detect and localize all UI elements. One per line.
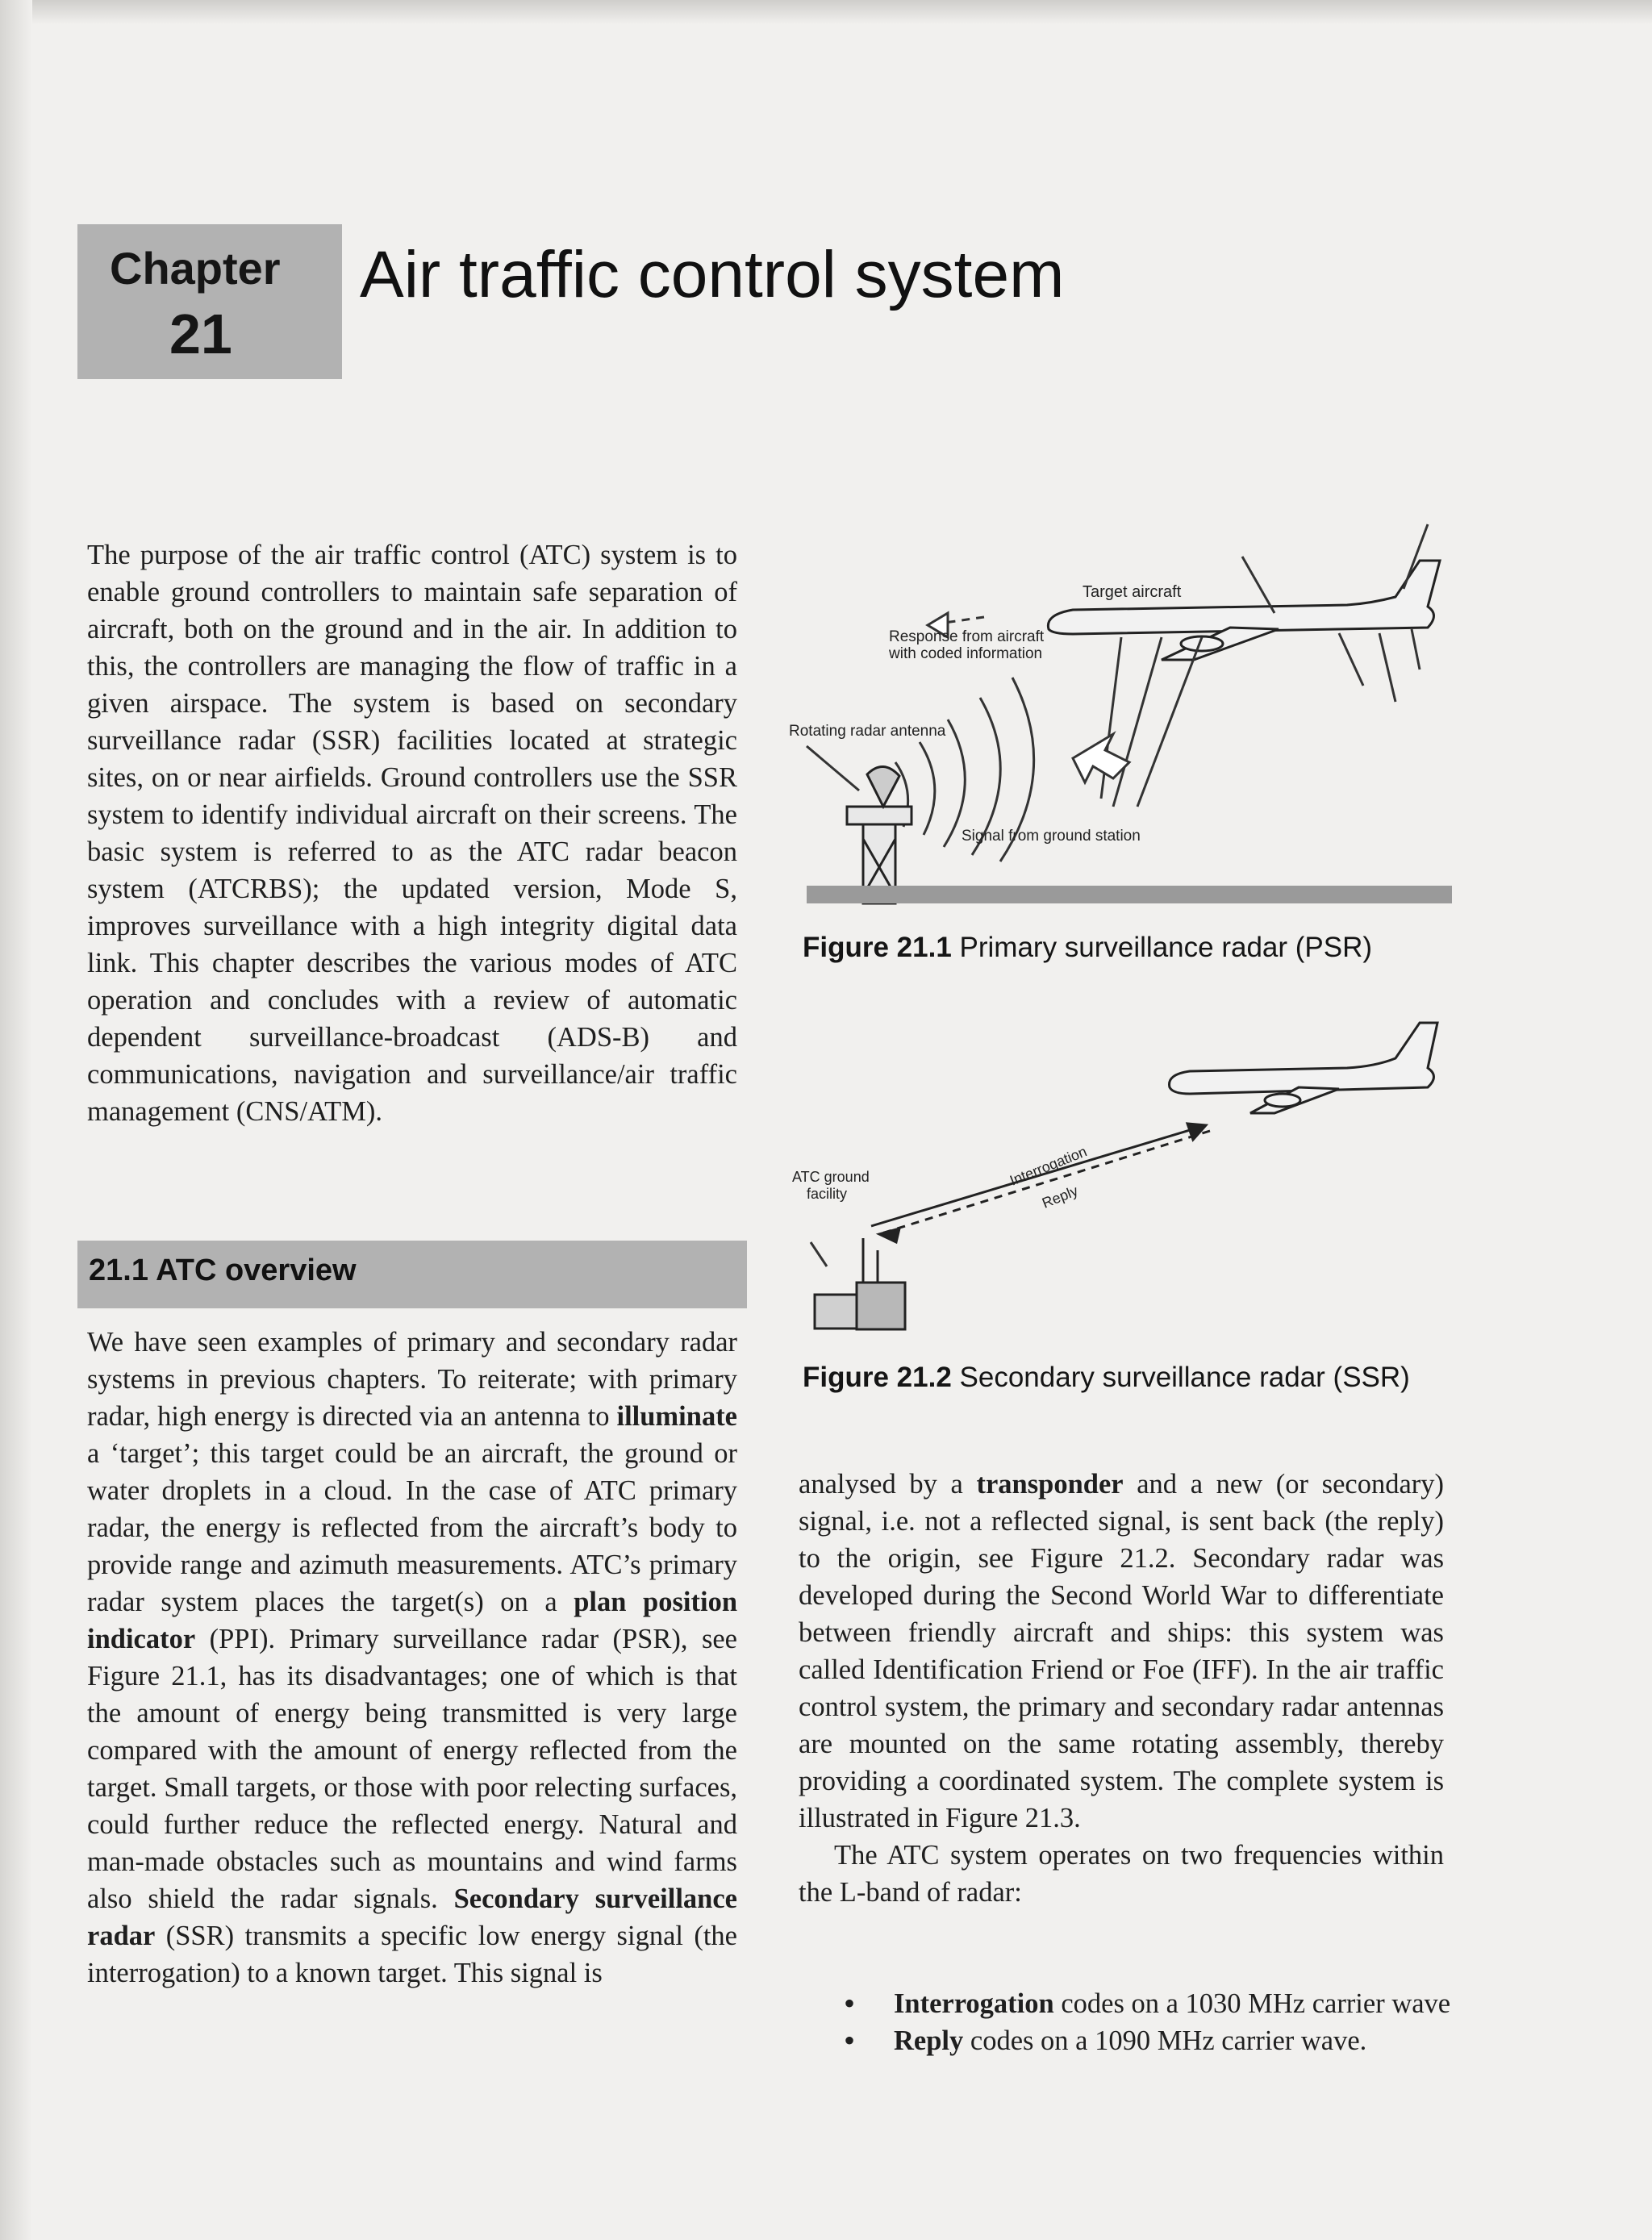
figure-21-1-caption bbox=[803, 929, 1464, 966]
caption-number: Figure 21.2 bbox=[803, 1362, 952, 1393]
caption-text: Secondary surveillance radar (SSR) bbox=[951, 1362, 1410, 1393]
label-signal-ground: Signal from ground station bbox=[962, 828, 1141, 845]
caption-text: Primary surveillance radar (PSR) bbox=[951, 932, 1373, 963]
label-response-1: Response from aircraft bbox=[889, 628, 1045, 645]
list-item bbox=[844, 1985, 1457, 2022]
term-ppi: plan position indicator bbox=[87, 1587, 738, 1654]
page-binding-shadow bbox=[0, 0, 32, 2240]
label-rotating-antenna: Rotating radar antenna bbox=[789, 723, 946, 740]
section-heading: 21.1 ATC overview bbox=[89, 1253, 357, 1287]
chapter-title: Air traffic control system bbox=[360, 238, 1065, 311]
term-transponder: transponder bbox=[976, 1469, 1124, 1500]
label-atc-ground-1: ATC ground bbox=[792, 1169, 870, 1185]
bullet-term: Interrogation bbox=[894, 1988, 1054, 2019]
text-run: and a new (or secondary) signal, i.e. not a reflected signal, is sent back (the reply) to the origin, see Figure 21.2. Secondary radar was developed during the Second World War to differentiate between friendly aircraft and ships: this system was called Identification Friend or Foe (IFF). In the air traffic control system, the primary and secondary radar antennas are mounted on the same rotating assembly, thereby providing a coordinated system. The complete system is illustrated in Figure 21.3. bbox=[799, 1469, 1444, 1833]
label-target-aircraft: Target aircraft bbox=[1083, 583, 1182, 601]
right-column-text bbox=[799, 1466, 1444, 1911]
page-top-shadow bbox=[0, 0, 1652, 24]
term-ssr: Secondary surveillance radar bbox=[87, 1883, 737, 1951]
aircraft-icon bbox=[1170, 1023, 1437, 1113]
label-response-2: with coded information bbox=[889, 645, 1043, 662]
list-item bbox=[844, 2022, 1457, 2059]
figure-21-2-illustration bbox=[782, 984, 1460, 1331]
text-run: analysed by a bbox=[799, 1469, 977, 1500]
overview-paragraph bbox=[87, 1324, 737, 1992]
bullet-text: codes on a 1090 MHz carrier wave. bbox=[963, 2025, 1367, 2056]
section-heading-bar bbox=[77, 1241, 747, 1308]
signal-arrows bbox=[871, 1124, 1210, 1242]
text-run: (SSR) transmits a specific low energy signal (the interrogation) to a known target. This signal is bbox=[87, 1921, 737, 1988]
label-interrogation: Interrogation bbox=[1007, 1143, 1090, 1189]
transponder-paragraph bbox=[799, 1466, 1444, 1837]
text-run: We have seen examples of primary and secondary radar systems in previous chapters. To reiterate; with primary radar, high energy is directed via an antenna to bbox=[87, 1327, 737, 1432]
frequency-bullet-list bbox=[844, 1985, 1457, 2059]
text-run: a ‘target’; this target could be an aircraft, the ground or water droplets in a cloud. In the case of ATC primary radar, the energy is reflected from the aircraft’s body to provide range and azimuth measurements. ATC’s primary radar system places the target(s) on a bbox=[87, 1438, 737, 1617]
chapter-badge bbox=[77, 224, 342, 379]
frequencies-paragraph: The ATC system operates on two frequencies within the L-band of radar: bbox=[799, 1840, 1444, 1908]
label-reply: Reply bbox=[1040, 1182, 1081, 1212]
figure-21-2-caption bbox=[803, 1359, 1448, 1396]
bullet-text: codes on a 1030 MHz carrier wave bbox=[1053, 1988, 1451, 2019]
bullet-term: Reply bbox=[894, 2025, 964, 2056]
term-illuminate: illuminate bbox=[616, 1401, 737, 1432]
caption-number: Figure 21.1 bbox=[803, 932, 952, 963]
ground-strip bbox=[807, 886, 1452, 903]
figure-21-1-illustration bbox=[782, 516, 1460, 903]
atc-ground-facility-icon bbox=[815, 1238, 905, 1329]
label-atc-ground-2: facility bbox=[807, 1186, 848, 1202]
chapter-word: Chapter bbox=[110, 243, 281, 294]
chapter-number: 21 bbox=[169, 302, 232, 365]
text-run: (PPI). Primary surveillance radar (PSR), see Figure 21.1, has its disadvantages; one of which is that the amount of energy being transmitted is very large compared with the amount of energy reflected from the target. Small targets, or those with poor relecting surfaces, could further reduce the reflected energy. Natural and man-made obstacles such as mountains and wind farms also shield the radar signals. bbox=[87, 1624, 737, 1914]
intro-paragraph: The purpose of the air traffic control (ATC) system is to enable ground controllers to maintain safe separation of aircraft, both on the ground and in the air. In addition to this, the controllers are managing the flow of traffic in a given airspace. The system is based on secondary surveillance radar (SSR) facilities located at strategic sites, on or near airfields. Ground controllers use the SSR system to identify individual aircraft on their screens. The basic system is referred to as the ATC radar beacon system (ATCRBS); the updated version, Mode S, improves surveillance with a high integrity digital data link. This chapter describes the various modes of ATC operation and concludes with a review of automatic dependent surveillance-broadcast (ADS-B) and communications, navigation and surveillance/air traffic management (CNS/ATM). bbox=[87, 540, 737, 1127]
